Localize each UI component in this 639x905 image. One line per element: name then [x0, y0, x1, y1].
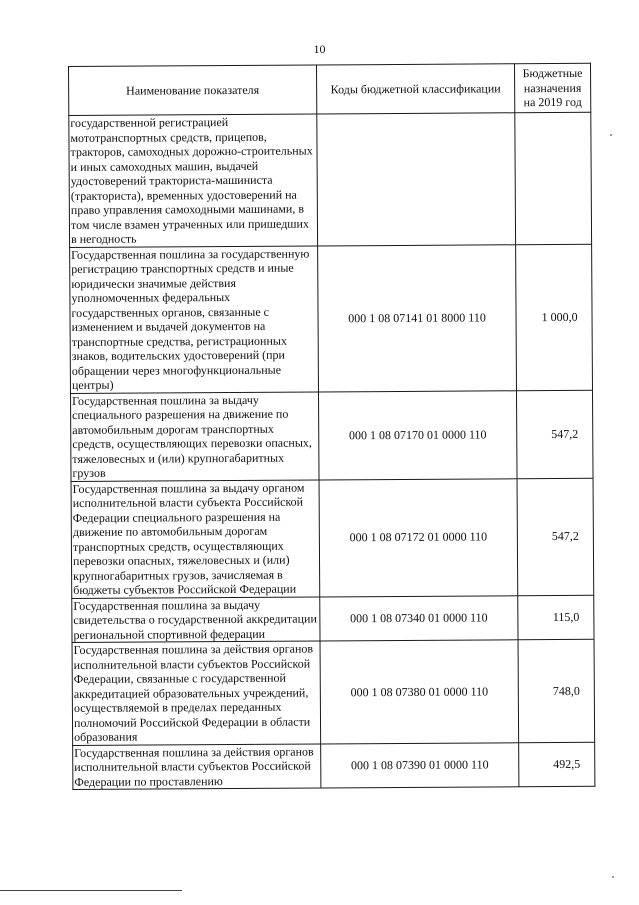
table-row: [70, 390, 593, 481]
row-amount: 1 000,0: [516, 244, 593, 390]
header-amount: Бюджетные назначения на 2019 год: [514, 63, 590, 112]
table-row: [72, 639, 595, 745]
row-name: Государственная пошлина за выдачу специального разрешения на движение по автомобильным дорогам транспортных средств, осуществляющих перевозки опасных, тяжеловесных и (или) крупногабаритных грузов: [70, 391, 319, 481]
row-code: [317, 113, 516, 246]
row-name: Государственная пошлина за действия органов исполнительной власти субъектов Российской Федерации, связанные с государственной аккредитацией образовательных учреждений, осуществляемой в пределах переданных полномочий Российской Федерации в области образования: [72, 641, 321, 745]
table-row: [73, 742, 595, 790]
row-name: Государственная пошлина за государственную регистрацию транспортных средств и иные юридически значимые действия уполномоченных федеральных государственных органов, связанные с изменением и выдачей документов на транспортные средства, регистрационных знаков, водительских удостоверений (при обращении через многофункциональные центры): [70, 245, 319, 393]
row-code: 000 1 08 07170 01 0000 110: [318, 390, 517, 479]
table-row: [72, 595, 594, 643]
row-name: Государственная пошлина за действия органов исполнительной власти субъектов Российской Федерации по проставлению: [73, 743, 321, 789]
table-header-row: [69, 63, 591, 115]
row-code: 000 1 08 07172 01 0000 110: [319, 478, 518, 596]
row-code: 000 1 08 07141 01 8000 110: [318, 244, 517, 391]
scan-speck: [610, 134, 612, 136]
row-amount: 492,5: [519, 742, 595, 787]
row-name: Государственная пошлина за выдачу органом исполнительной власти субъекта Российской Федерации специального разрешения на движение по автомобильным дорогам транспортных средств, осуществляющих перевозки опасных, тяжеловесных и (или) крупногабаритных грузов, зачисляемая в бюджеты субъектов Российской Федерации: [71, 479, 320, 598]
row-amount: 547,2: [517, 478, 594, 595]
header-code: Коды бюджетной классификации: [316, 64, 514, 114]
row-amount: 115,0: [518, 595, 594, 640]
row-name: государственной регистрацией мототранспортных средств, прицепов, тракторов, самоходных дорожно-строительных и иных самоходных машин, выдачей удостоверений тракториста-машиниста (тракториста), временных удостоверений на право управления самоходными машинами, в том числе взамен утраченных или пришедших в негодность: [69, 114, 318, 247]
header-name: Наименование показателя: [69, 65, 317, 116]
row-amount: 547,2: [516, 390, 593, 478]
scan-speck: [612, 876, 614, 878]
table-row: [69, 112, 592, 247]
row-amount: [515, 112, 592, 244]
budget-table: [68, 63, 595, 790]
row-amount: 748,0: [518, 639, 595, 742]
row-code: 000 1 08 07340 01 0000 110: [320, 595, 518, 641]
row-code: 000 1 08 07390 01 0000 110: [321, 742, 519, 788]
table-row: [70, 244, 593, 393]
row-name: Государственная пошлина за выдачу свидетельства о государственной аккредитации региональной спортивной федерации: [72, 596, 320, 642]
page-number: 10: [313, 42, 326, 56]
scan-edge-line: [0, 890, 182, 891]
table-row: [71, 478, 594, 598]
row-code: 000 1 08 07380 01 0000 110: [320, 640, 519, 744]
